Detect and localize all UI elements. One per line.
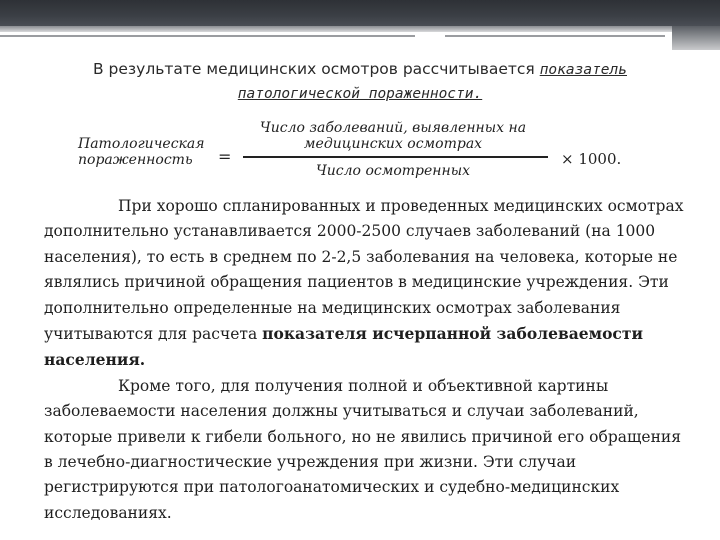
formula: [78, 120, 638, 182]
term-link-part1[interactable]: показатель: [539, 62, 627, 78]
header-corner-block: [672, 26, 720, 50]
intro-text: [40, 58, 680, 106]
paragraph-2: Кроме того, для получения полной и объективной картины заболеваемости населения должны учитываться и случаи заболеваний, которые привели к гибели больного, но не явились причиной его обращения в лечебно-диагностические учреждения при жизни. Эти случаи регистрируются при патологоанатомических и судебно-медицинских исследованиях.: [44, 376, 682, 522]
intro-line: В результате медицинских осмотров рассчитывается: [92, 60, 535, 78]
term-link-part2[interactable]: патологической пораженности.: [237, 86, 483, 102]
numerator-line1: Число заболеваний, выявленных на: [259, 120, 527, 136]
formula-lhs-line1: Патологическая: [78, 136, 205, 152]
body-text: [44, 194, 690, 526]
slide-header-gradient: [0, 26, 720, 32]
paragraph-1: [44, 194, 690, 374]
header-rule-right: [445, 35, 665, 37]
formula-lhs-line2: пораженность: [78, 152, 193, 168]
formula-equals: =: [218, 147, 232, 166]
numerator-line2: медицинских осмотрах: [303, 136, 483, 152]
paragraph-1-bold: показателя исчерпанной заболеваемости населения.: [44, 324, 643, 370]
formula-numerator: [243, 120, 543, 152]
header-rule-left: [0, 35, 415, 37]
formula-multiplier: × 1000.: [561, 150, 622, 168]
formula-lhs: [78, 136, 218, 168]
paragraph-1-text: При хорошо спланированных и проведенных медицинских осмотрах дополнительно устанавливается 2000-2500 случаев заболеваний (на 1000 населения), то есть в среднем по 2-2,5 заболевания на человека, которые не являлись причиной обращения пациентов в медицинские учреждения. Эти дополнительно определенные на медицинских осмотрах заболевания учитываются для расчета: [44, 197, 684, 344]
fraction-bar: [243, 156, 548, 158]
slide-header-bar: [0, 0, 720, 26]
formula-denominator: Число осмотренных: [315, 163, 471, 179]
